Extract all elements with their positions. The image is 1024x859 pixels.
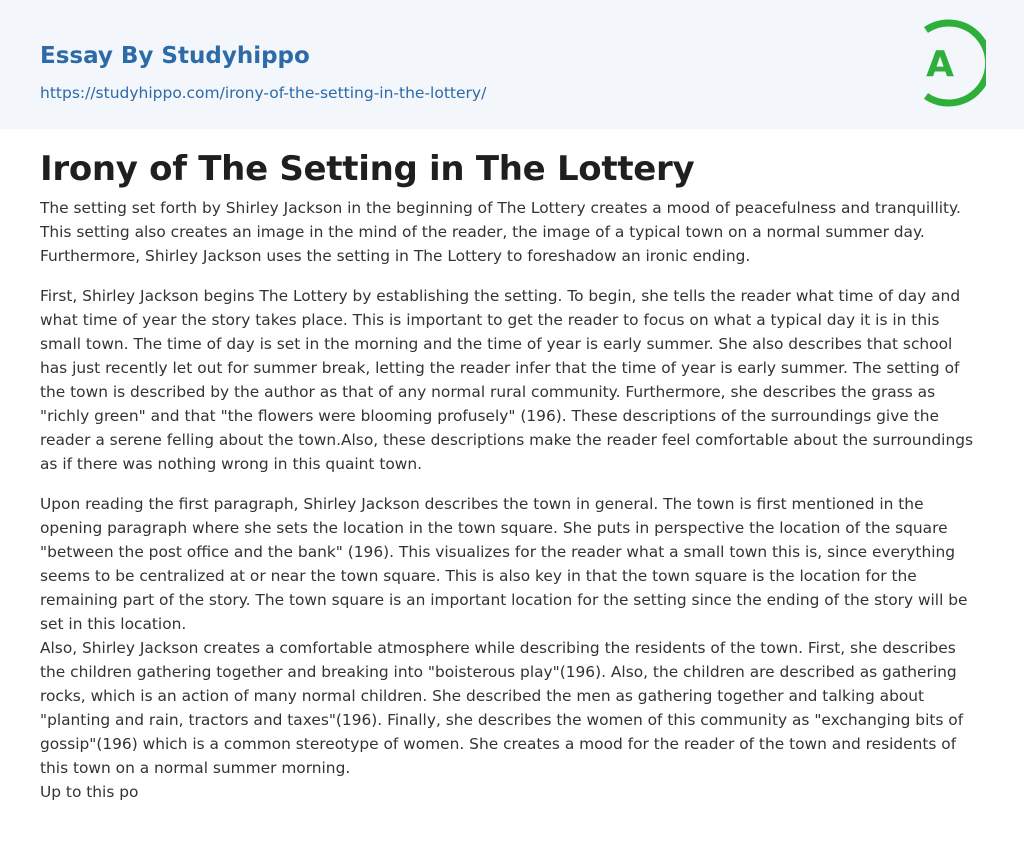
article-paragraph: First, Shirley Jackson begins The Lottery by establishing the setting. To begin, she tells the reader what time of day and what time of year the story takes place. This is important to get the reader to focus on what a typical day it is in this small town. The time of day is set in the morning and the time of year is early summer. She also describes that school has just recently let out for summer break, letting the reader infer that the time of year is early summer. The setting of the town is described by the author as that of any normal rural community. Furthermore, she describes the grass as "richly green" and that "the flowers were blooming profusely" (196). These descriptions of the surroundings give the reader a serene felling about the town.Also, these descriptions make the reader feel comfortable about the surroundings as if there was nothing wrong in this quaint town. xyxy=(40,287,973,473)
article-title: Irony of The Setting in The Lottery xyxy=(40,149,695,189)
logo-letter: A xyxy=(926,44,954,85)
article xyxy=(0,129,1024,804)
studyhippo-logo[interactable] xyxy=(914,18,986,108)
article-paragraph: Upon reading the first paragraph, Shirley Jackson describes the town in general. The town is first mentioned in the opening paragraph where she sets the location in the town square. She puts in perspective the location of the square "between the post office and the bank" (196). This visualizes for the reader what a small town this is, since everything seems to be centralized at or near the town square. This is also key in that the town square is the location for the remaining part of the story. The town square is an important location for the setting since the ending of the story will be set in this location. xyxy=(40,495,968,633)
page-url-link[interactable]: https://studyhippo.com/irony-of-the-setting-in-the-lottery/ xyxy=(40,84,487,102)
logo-ring-icon xyxy=(914,18,986,108)
site-brand[interactable]: Essay By Studyhippo xyxy=(40,43,310,69)
article-paragraph-truncated: Up to this po xyxy=(40,783,139,801)
article-paragraph: The setting set forth by Shirley Jackson in the beginning of The Lottery creates a mood of peacefulness and tranquillity. This setting also creates an image in the mind of the reader, the image of a typical town on a normal summer day. Furthermore, Shirley Jackson uses the setting in The Lottery to foreshadow an ironic ending. xyxy=(40,199,961,265)
article-paragraph: Also, Shirley Jackson creates a comfortable atmosphere while describing the residents of the town. First, she describes the children gathering together and breaking into "boisterous play"(196). Also, the children are described as gathering rocks, which is an action of many normal children. She described the men as gathering together and talking about "planting and rain, tractors and taxes"(196). Finally, she describes the women of this community as "exchanging bits of gossip"(196) which is a common stereotype of women. She creates a mood for the reader of the town and residents of this town on a normal summer morning. xyxy=(40,639,964,777)
site-header xyxy=(0,0,1024,129)
